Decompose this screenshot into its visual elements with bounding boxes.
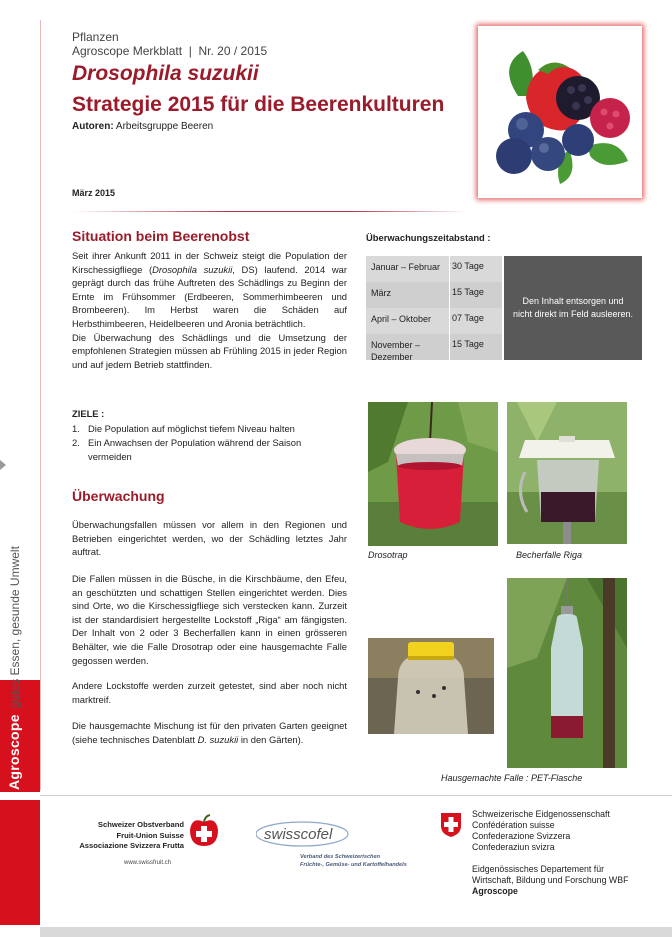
confed-line-2: Confédération suisse [472,820,555,830]
situation-text-2: Die Überwachung des Schädlings und die Umsetzung der empfohlenen Strategien müssen ab Frühling 2015 in jeder Region und auf jedem Betrieb stattfinden. [72,331,347,370]
caption-riga: Becherfalle Riga [516,550,583,560]
obstverband-logo [79,814,224,874]
page-marker-icon [0,460,6,470]
goal-number: 1. [72,423,80,434]
situation-text-rest: , DS) laufend. 2014 war geprägt durch das frühe Auftreten des Schädlings zu Beginn der Ernte im Frühsommer (Erdbeeren, Sommerhimbeeren und Brombeeren). Im Herbst waren die Schäden auf Herbsthimbeeren, Heidelbeeren und Aronia beträchtlich. [72,263,348,329]
interval-note-text: Den Inhalt entsorgen und nicht direkt im Feld ausleeren. [512,296,634,319]
series-label: Agroscope Merkblatt | Nr. 20 / 2015 [72,44,268,58]
category-label: Pflanzen [72,30,119,44]
goal-item [72,436,347,463]
riga-trap-photo [507,402,627,544]
drosotrap-photo [368,402,498,546]
monitoring-text-4-end: in den Gärten). [238,733,304,745]
monitoring-text-4 [72,719,347,746]
monitoring-text-1: Überwachungsfallen müssen vor allem in den Regionen und Betrieben eingerichtet werden, wo der Schädling letztes Jahr auftrat. [72,519,347,558]
obst-line-3: Associazione Svizzera Frutta [79,841,184,850]
confed-line-3: Confederazione Svizzera [472,831,571,841]
section-heading-situation: Situation beim Beerenobst [72,228,250,244]
row-months: März [371,288,391,298]
caption-pet-bottle: Hausgemachte Falle : PET-Flasche [441,773,583,783]
obst-url: www.swissfruit.ch [124,860,172,866]
monitoring-text-3: Andere Lockstoffe werden zurzeit getestet, sind aber noch nicht marktreif. [72,680,347,705]
row-days: 30 Tage [452,261,484,271]
goal-item [72,422,347,436]
swisscofel-sub-1: Verband des Schweizerischen [300,854,381,860]
page-title: Strategie 2015 für die Beerenkulturen [72,93,445,116]
footer-red-bar [0,800,40,925]
confederation-names [472,809,610,853]
section-heading-monitoring: Überwachung [72,488,165,504]
table-row [366,308,502,334]
interval-table [366,256,642,360]
row-days: 07 Tage [452,313,484,323]
publication-date: März 2015 [72,188,116,198]
brand-vertical [6,546,22,790]
goal-number: 2. [72,437,80,448]
berries-image [478,26,642,198]
obst-line-2: Fruit-Union Suisse [116,830,184,840]
situation-text-start: Seit ihrer Ankunft 2011 in der Schweiz steigt die Population der Kirschessigfliege ( [72,250,347,275]
pet-bottle-photo [507,578,627,768]
monitoring-text-2: Die Fallen müssen in die Büsche, in die Kirschbäume, den Efeu, an geschützten und schattigen Stellen eingerichtet werden. Dies sind Orte, wo die Kirschessigfliege sich verstecken kann. Zurzeit ist der standardisiert hergestellte Lockstoff „Riga“ am fängigsten. Der Inhalt von 2 oder 3 Becherfallen kann in einen grösseren Behälter, wie die Falle Drosotrap oder eine hausgemachte Falle gegossen werden. [72,573,347,666]
situation-text [72,249,347,371]
goals-title: ZIELE : [72,408,105,419]
swiss-shield-icon [440,812,462,838]
confed-line-4: Confederaziun svizra [472,842,555,852]
footer-gray-bar [40,927,672,937]
apple-cross-icon [188,814,220,848]
swisscofel-wordmark: swisscofel [264,826,333,843]
dept-line-2: Wirtschaft, Bildung und Forschung WBF [472,875,629,885]
goal-text: Die Population auf möglichst tiefem Niveau halten [88,423,295,434]
brand-tagline: gutes Essen, gesunde Umwelt [8,546,22,709]
row-months: November – Dezember [371,340,421,362]
footer-divider [40,795,672,796]
table-row [366,282,502,308]
pet-bottle-closeup-photo [368,638,494,734]
monitoring-text-4-species: D. suzukii [197,733,239,745]
authors-label: Autoren: [72,121,114,132]
department-names [472,864,628,897]
dept-line-1: Eidgenössisches Departement für [472,864,605,874]
swisscofel-logo [256,820,426,874]
swisscofel-sub-2: Früchte-, Gemüse- und Kartoffelhandels [300,861,407,868]
authors-value: Arbeitsgruppe Beeren [115,121,214,132]
dept-line-3: Agroscope [472,886,518,896]
goal-text: Ein Anwachsen der Population während der Saison vermeiden [88,437,302,462]
interval-note [504,256,642,360]
brand-name: Agroscope [6,714,22,790]
row-months: Januar – Februar [371,262,441,272]
monitoring-text-4-start: Die hausgemachte Mischung ist für den privaten Garten geeignet (siehe technisches Datenblatt [72,720,347,745]
row-days: 15 Tage [452,287,484,297]
table-row [366,334,502,360]
header-rule [72,211,468,212]
title-species: Drosophila suzukii [72,62,259,85]
row-days: 15 Tage [452,339,484,349]
obst-line-1: Schweizer Obstverband [97,820,184,829]
sidebar-divider [40,20,41,790]
authors [72,121,213,132]
caption-drosotrap: Drosotrap [368,550,408,560]
row-months: April – Oktober [371,314,432,324]
situation-species: Drosophila suzukii [152,263,233,275]
interval-title: Überwachungszeitabstand : [366,232,491,243]
confed-line-1: Schweizerische Eidgenossenschaft [472,809,610,819]
table-row [366,256,502,282]
